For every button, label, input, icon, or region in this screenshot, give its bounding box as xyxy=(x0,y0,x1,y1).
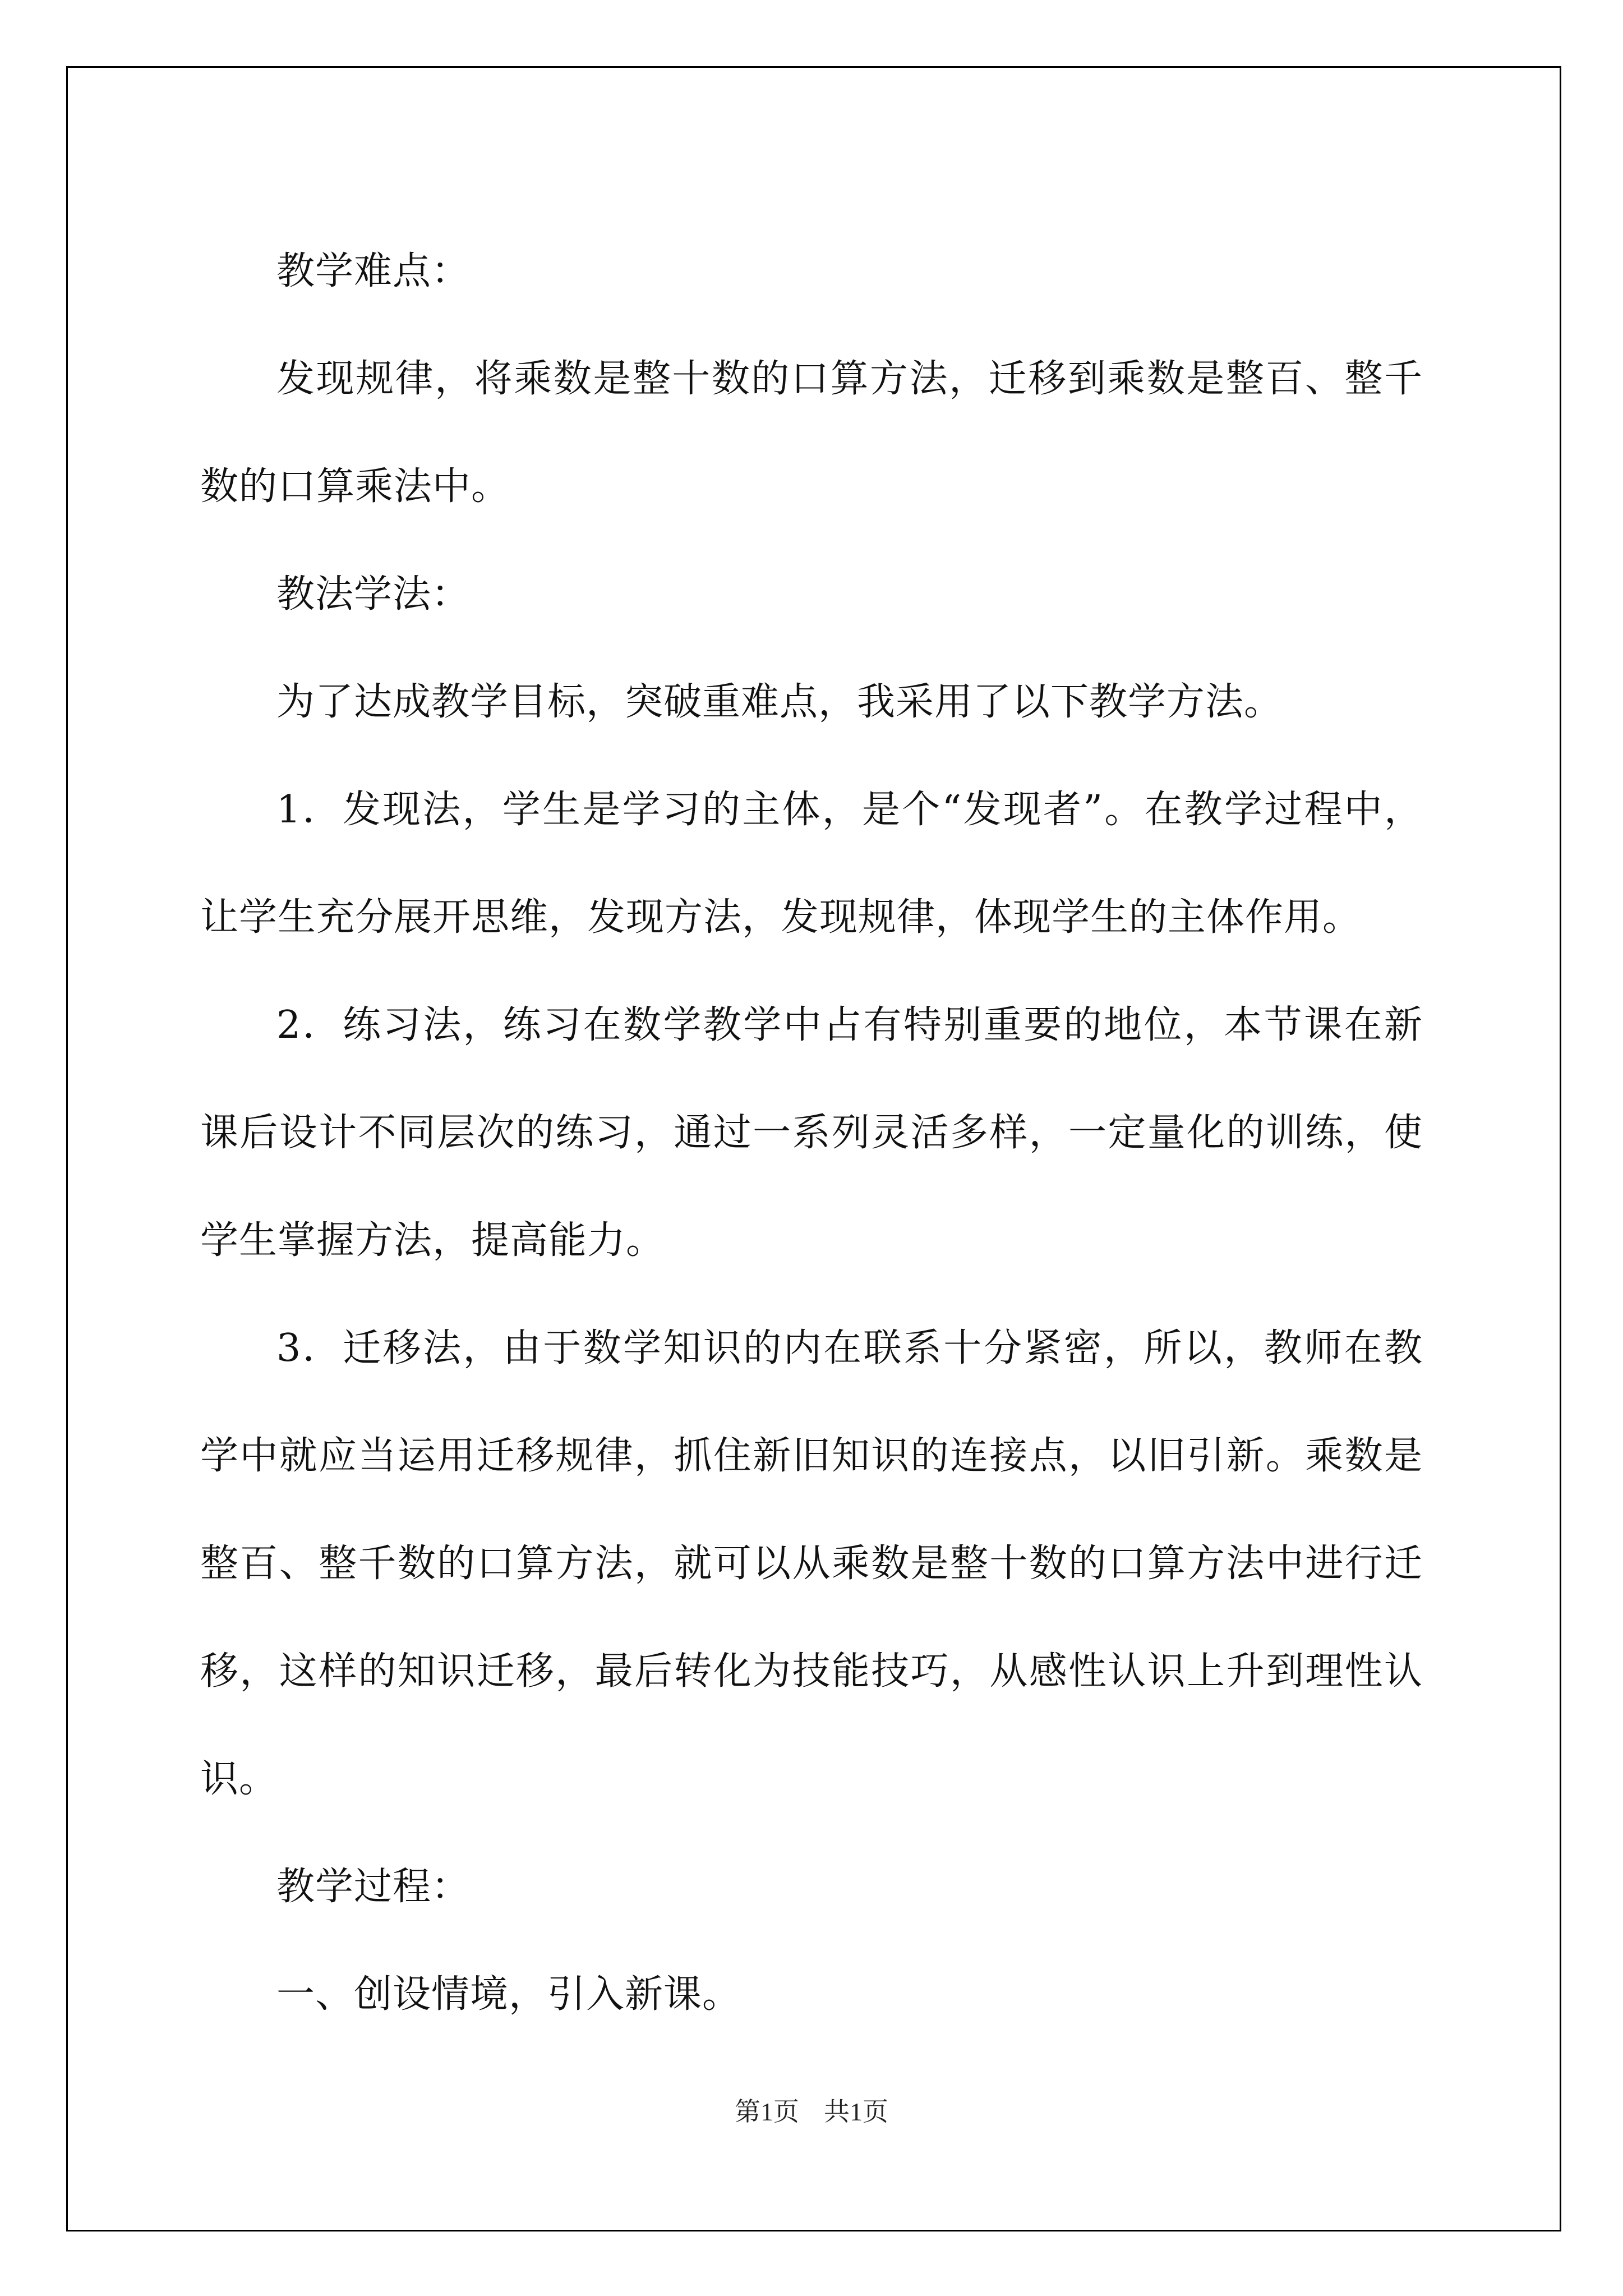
document-body xyxy=(200,218,1423,2049)
current-page-label: 第1页 xyxy=(735,2097,799,2126)
total-pages-label: 共1页 xyxy=(824,2097,888,2126)
paragraph-methods-intro: 为了达成教学目标，突破重难点，我采用了以下教学方法。 xyxy=(276,680,1283,724)
paragraph-method-discovery: 1．发现法，学生是学习的主体，是个“发现者”。在教学过程中，让学生充分展开思维，发现方法，发现规律，体现学生的主体作用。 xyxy=(200,788,1423,940)
heading-teaching-methods: 教法学法： xyxy=(276,572,471,616)
heading-teaching-process: 教学过程： xyxy=(276,1865,471,1909)
heading-teaching-difficulty: 教学难点： xyxy=(276,249,471,293)
page-footer xyxy=(0,2091,1623,2128)
paragraph-process-step-one: 一、创设情境，引入新课。 xyxy=(276,1972,741,2017)
paragraph-method-practice: 2．练习法，练习在数学教学中占有特别重要的地位，本节课在新课后设计不同层次的练习，通过一系列灵活多样，一定量化的训练，使学生掌握方法，提高能力。 xyxy=(200,1003,1423,1263)
paragraph-method-transfer: 3．迁移法，由于数学知识的内在联系十分紧密，所以，教师在教学中就应当运用迁移规律，抓住新旧知识的连接点，以旧引新。乘数是整百、整千数的口算方法，就可以从乘数是整十数的口算方法中进行迁移，这样的知识迁移，最后转化为技能技巧，从感性认识上升到理性认识。 xyxy=(200,1326,1423,1801)
paragraph-difficulty-detail: 发现规律，将乘数是整十数的口算方法，迁移到乘数是整百、整千数的口算乘法中。 xyxy=(200,357,1423,509)
